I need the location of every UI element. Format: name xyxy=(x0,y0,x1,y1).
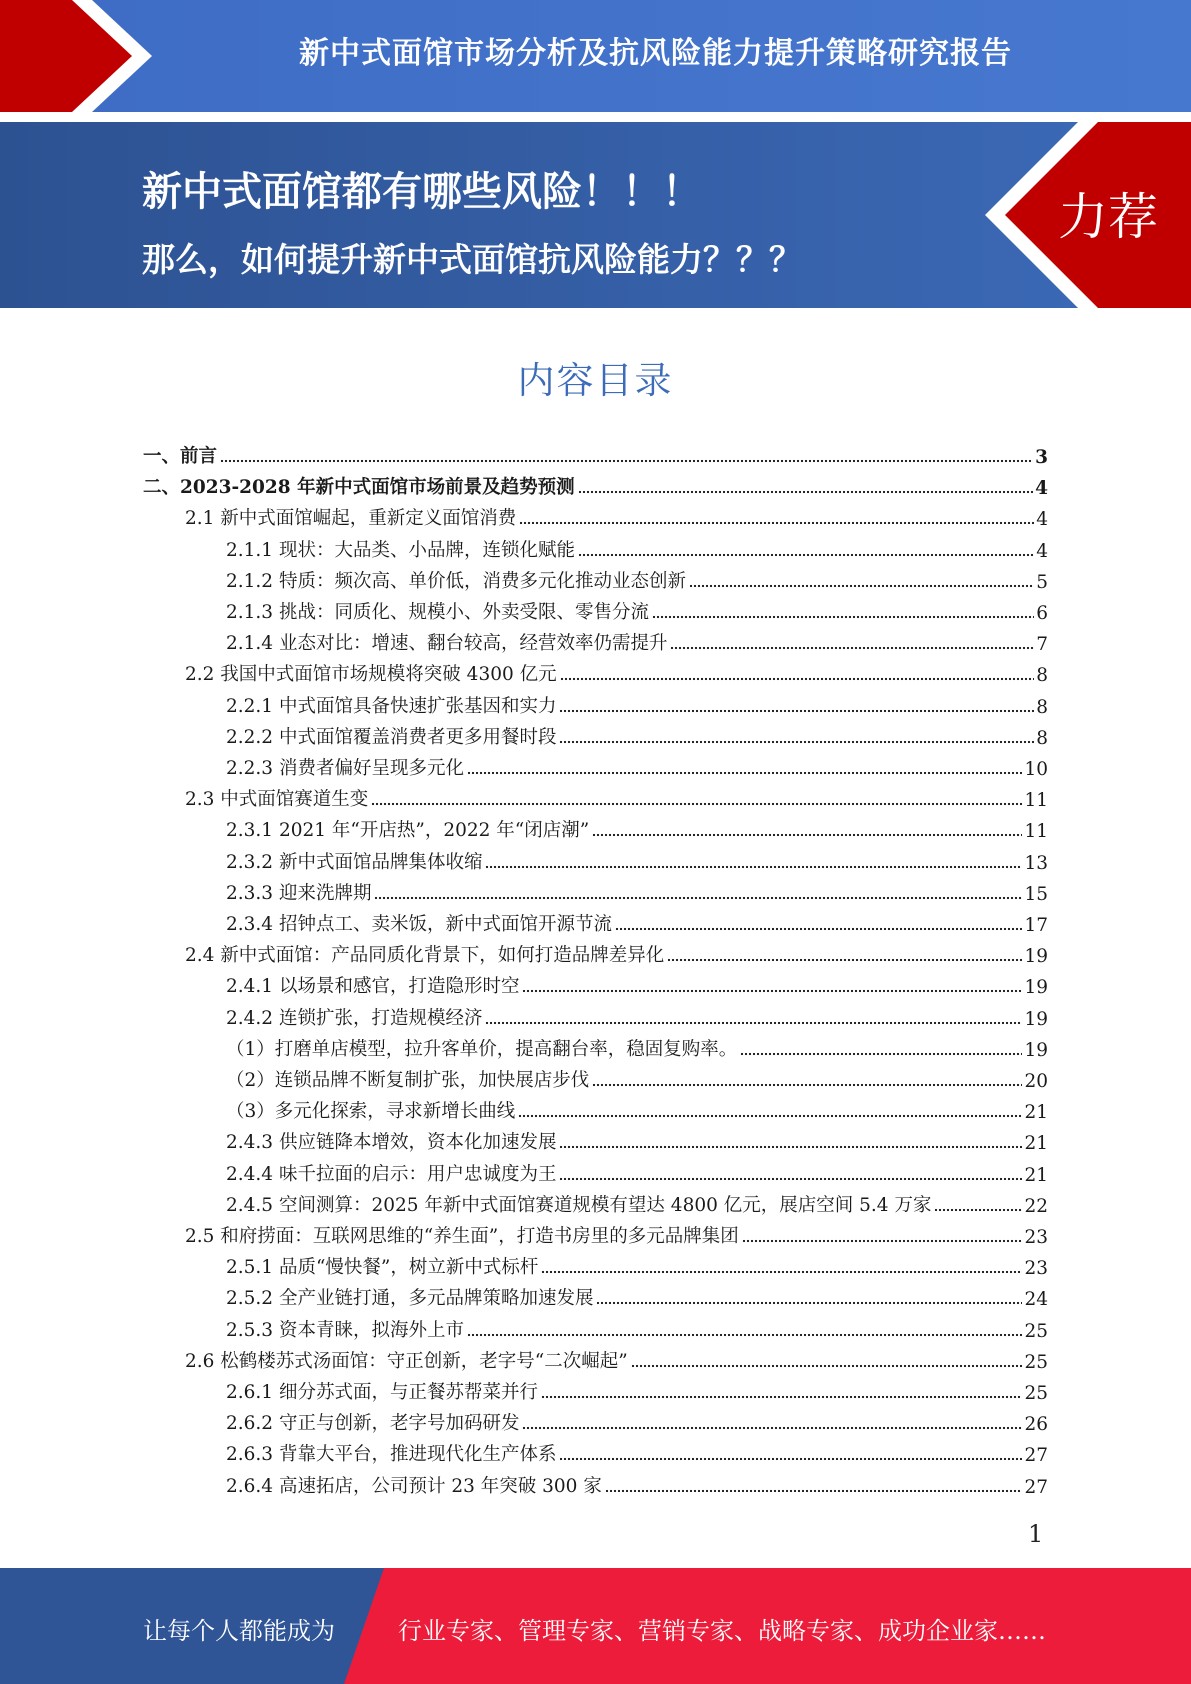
toc-dot-leader xyxy=(522,1426,1022,1430)
toc-entry-page: 15 xyxy=(1024,883,1048,905)
toc-dot-leader xyxy=(467,771,1022,775)
toc-dot-leader xyxy=(371,802,1022,806)
toc-entry-title: 2.6.4 高速拓店，公司预计 23 年突破 300 家 xyxy=(226,1475,602,1497)
toc-entry[interactable] xyxy=(226,625,1048,655)
toc-dot-leader xyxy=(592,1083,1022,1087)
footer-slogan-left: 让每个人都能成为 xyxy=(143,1617,335,1645)
toc-entry[interactable] xyxy=(226,906,1048,936)
toc-entry-page: 17 xyxy=(1024,915,1048,936)
toc-entry[interactable] xyxy=(226,1093,1048,1123)
toc-entry[interactable] xyxy=(143,469,1048,499)
toc-dot-leader xyxy=(689,584,1034,588)
toc-entry-page: 25 xyxy=(1024,1383,1048,1404)
toc-entry[interactable] xyxy=(226,1249,1048,1279)
toc-dot-leader xyxy=(934,1208,1022,1212)
toc-entry-title: 2.4 新中式面馆：产品同质化背景下，如何打造品牌差异化 xyxy=(185,945,665,967)
toc-entry[interactable] xyxy=(185,781,1048,811)
toc-dot-leader xyxy=(220,459,1033,463)
toc-dot-leader xyxy=(374,896,1022,900)
toc-dot-leader xyxy=(518,1114,1022,1118)
toc-entry-page: 3 xyxy=(1035,447,1048,468)
toc-entry-title: 2.5.1 品质“慢快餐”，树立新中式标杆 xyxy=(226,1257,539,1279)
toc-entry-page: 22 xyxy=(1024,1195,1048,1217)
top-banner xyxy=(0,0,1191,112)
toc-dot-leader xyxy=(596,1301,1022,1305)
toc-entry-page: 11 xyxy=(1024,821,1048,843)
toc-dot-leader xyxy=(631,1364,1023,1368)
toc-dot-leader xyxy=(559,740,1034,744)
toc-entry[interactable] xyxy=(226,1031,1048,1061)
toc-entry-title: 2.4.2 连锁扩张，打造规模经济 xyxy=(226,1007,483,1029)
toc-entry[interactable] xyxy=(226,875,1048,905)
toc-entry-page: 23 xyxy=(1024,1227,1048,1248)
toc-entry-page: 4 xyxy=(1036,540,1048,562)
toc-dot-leader xyxy=(652,615,1034,619)
toc-entry-title: 2.2 我国中式面馆市场规模将突破 4300 亿元 xyxy=(185,664,557,686)
toc-entry-title: 2.6 松鹤楼苏式汤面馆：守正创新，老字号“二次崛起” xyxy=(185,1350,628,1372)
toc-dot-leader xyxy=(578,553,1034,557)
toc-entry[interactable] xyxy=(226,1280,1048,1310)
footer-slogan-right: 行业专家、管理专家、营销专家、战略专家、成功企业家…… xyxy=(398,1617,1046,1645)
toc-dot-leader xyxy=(670,646,1034,650)
toc-entry[interactable] xyxy=(226,532,1048,562)
hero-banner xyxy=(0,122,1191,308)
toc-dot-leader xyxy=(519,521,1034,525)
toc-entry[interactable] xyxy=(185,656,1048,686)
toc-entry-title: 2.5.3 资本青睐，拟海外上市 xyxy=(226,1319,464,1341)
toc-entry-title: （2）连锁品牌不断复制扩张，加快展店步伐 xyxy=(226,1070,590,1091)
toc-entry-title: 2.3.4 招钟点工、卖米饭，新中式面馆开源节流 xyxy=(226,914,612,935)
toc-entry-title: 2.1 新中式面馆崛起，重新定义面馆消费 xyxy=(185,508,517,530)
toc-entry-title: 2.4.1 以场景和感官，打造隐形时空 xyxy=(226,976,520,998)
toc-entry-page: 27 xyxy=(1024,1476,1048,1498)
toc-entry-page: 10 xyxy=(1024,759,1048,780)
toc-entry-title: 2.2.3 消费者偏好呈现多元化 xyxy=(226,758,464,779)
toc-dot-leader xyxy=(578,490,1034,494)
toc-entry-title: 2.1.3 挑战：同质化、规模小、外卖受限、零售分流 xyxy=(226,602,649,623)
toc-entry[interactable] xyxy=(226,594,1048,624)
toc-entry-title: 二、2023-2028 年新中式面馆市场前景及趋势预测 xyxy=(143,477,575,499)
toc-title: 内容目录 xyxy=(517,359,674,402)
toc-entry[interactable] xyxy=(226,1312,1048,1342)
toc-entry-title: 2.3.2 新中式面馆品牌集体收缩 xyxy=(226,851,483,873)
toc-entry-title: （3）多元化探索，寻求新增长曲线 xyxy=(226,1101,516,1123)
toc-entry-page: 11 xyxy=(1024,790,1048,812)
toc-entry-title: （1）打磨单店模型，拉升客单价，提高翻台率，稳固复购率。 xyxy=(226,1038,738,1060)
toc-entry[interactable] xyxy=(226,968,1048,998)
toc-entry[interactable] xyxy=(226,563,1048,593)
toc-entry[interactable] xyxy=(226,1405,1048,1435)
toc-entry-page: 4 xyxy=(1036,509,1048,531)
toc-entry-title: 2.6.2 守正与创新，老字号加码研发 xyxy=(226,1413,520,1435)
toc-entry[interactable] xyxy=(226,750,1048,780)
toc-entry-title: 2.6.3 背靠大平台，推进现代化生产体系 xyxy=(226,1444,557,1466)
toc-entry-title: 2.3.3 迎来洗牌期 xyxy=(226,882,372,904)
toc-dot-leader xyxy=(740,1052,1022,1056)
toc-dot-leader xyxy=(559,1145,1022,1149)
toc-entry-page: 19 xyxy=(1024,1008,1048,1030)
page-number: 1 xyxy=(1028,1520,1044,1548)
toc-entry[interactable] xyxy=(226,1374,1048,1404)
toc-entry-page: 19 xyxy=(1024,946,1048,968)
toc-entry-title: 2.4.5 空间测算：2025 年新中式面馆赛道规模有望达 4800 亿元，展店空间 5.4 万家 xyxy=(226,1194,932,1216)
toc-entry-title: 2.6.1 细分苏式面，与正餐苏帮菜并行 xyxy=(226,1382,538,1403)
toc-entry-page: 19 xyxy=(1024,1039,1048,1061)
toc-entry-page: 8 xyxy=(1036,665,1048,687)
footer-banner xyxy=(0,1568,1191,1684)
toc-entry-title: 2.3.1 2021 年“开店热”，2022 年“闭店潮” xyxy=(226,820,590,842)
toc-dot-leader xyxy=(541,1395,1022,1399)
hero-headline: 新中式面馆都有哪些风险！！！ xyxy=(142,169,702,215)
toc-entry[interactable] xyxy=(185,1343,1048,1373)
toc-entry-page: 21 xyxy=(1024,1133,1048,1155)
toc-entry-title: 2.2.2 中式面馆覆盖消费者更多用餐时段 xyxy=(226,726,557,748)
toc-entry[interactable] xyxy=(185,500,1048,530)
hero-subheadline: 那么，如何提升新中式面馆抗风险能力？？？ xyxy=(142,240,802,279)
toc-dot-leader xyxy=(742,1239,1023,1243)
toc-entry-page: 20 xyxy=(1024,1071,1048,1092)
toc-entry-page: 13 xyxy=(1024,852,1048,874)
toc-entry-page: 25 xyxy=(1024,1320,1048,1342)
toc-entry[interactable] xyxy=(226,1436,1048,1466)
toc-dot-leader xyxy=(541,1270,1022,1274)
toc-dot-leader xyxy=(485,865,1022,869)
toc-entry[interactable] xyxy=(143,438,1048,468)
toc-dot-leader xyxy=(605,1489,1023,1493)
toc-entry-page: 8 xyxy=(1036,727,1048,749)
toc-entry-title: 2.4.4 味千拉面的启示：用户忠诚度为王 xyxy=(226,1163,557,1185)
toc-entry[interactable] xyxy=(226,1156,1048,1186)
toc-entry[interactable] xyxy=(226,1062,1048,1092)
toc-dot-leader xyxy=(559,709,1034,713)
toc-dot-leader xyxy=(522,989,1022,993)
toc-entry-page: 26 xyxy=(1024,1414,1048,1436)
toc-entry-title: 一、前言 xyxy=(143,446,218,467)
toc-entry-page: 7 xyxy=(1036,634,1048,656)
toc-entry-title: 2.5.2 全产业链打通，多元品牌策略加速发展 xyxy=(226,1288,594,1310)
toc-entry-title: 2.3 中式面馆赛道生变 xyxy=(185,789,369,811)
toc-entry-page: 19 xyxy=(1024,977,1048,999)
report-title: 新中式面馆市场分析及抗风险能力提升策略研究报告 xyxy=(299,36,1012,71)
toc-dot-leader xyxy=(667,958,1022,962)
toc-dot-leader xyxy=(559,1457,1022,1461)
toc-entry-title: 2.2.1 中式面馆具备快速扩张基因和实力 xyxy=(226,695,557,717)
toc-entry[interactable] xyxy=(226,1468,1048,1498)
toc-entry-page: 21 xyxy=(1024,1164,1048,1186)
toc-dot-leader xyxy=(615,927,1022,931)
toc-entry[interactable] xyxy=(226,844,1048,874)
toc-entry[interactable] xyxy=(185,1218,1048,1248)
toc-dot-leader xyxy=(592,833,1022,837)
toc-entry-page: 8 xyxy=(1036,696,1048,718)
toc-entry-title: 2.1.1 现状：大品类、小品牌，连锁化赋能 xyxy=(226,539,575,561)
toc-entry-page: 4 xyxy=(1035,478,1048,500)
toc-dot-leader xyxy=(560,677,1035,681)
toc-dot-leader xyxy=(559,1177,1022,1181)
toc-entry-title: 2.4.3 供应链降本增效，资本化加速发展 xyxy=(226,1132,557,1154)
toc-entry[interactable] xyxy=(226,1187,1048,1217)
toc-entry-title: 2.1.4 业态对比：增速、翻台较高，经营效率仍需提升 xyxy=(226,633,668,655)
toc-entry-page: 21 xyxy=(1024,1102,1048,1124)
toc-entry-page: 24 xyxy=(1024,1289,1048,1311)
toc-entry[interactable] xyxy=(226,1124,1048,1154)
toc-entry-page: 25 xyxy=(1024,1351,1048,1373)
toc-entry[interactable] xyxy=(226,719,1048,749)
toc-entry-page: 5 xyxy=(1036,571,1048,593)
recommend-badge: 力荐 xyxy=(1058,188,1158,246)
toc-entry-title: 2.5 和府捞面：互联网思维的“养生面”，打造书房里的多元品牌集团 xyxy=(185,1226,739,1247)
toc-entry-page: 23 xyxy=(1024,1258,1048,1280)
toc-entry[interactable] xyxy=(226,1000,1048,1030)
toc-entry-page: 27 xyxy=(1024,1445,1048,1467)
toc-entry[interactable] xyxy=(185,937,1048,967)
toc-entry[interactable] xyxy=(226,812,1048,842)
toc-entry-page: 6 xyxy=(1036,603,1048,624)
toc-entry-title: 2.1.2 特质：频次高、单价低，消费多元化推动业态创新 xyxy=(226,570,686,592)
toc-dot-leader xyxy=(485,1021,1022,1025)
toc-entry[interactable] xyxy=(226,688,1048,718)
toc-dot-leader xyxy=(467,1333,1022,1337)
